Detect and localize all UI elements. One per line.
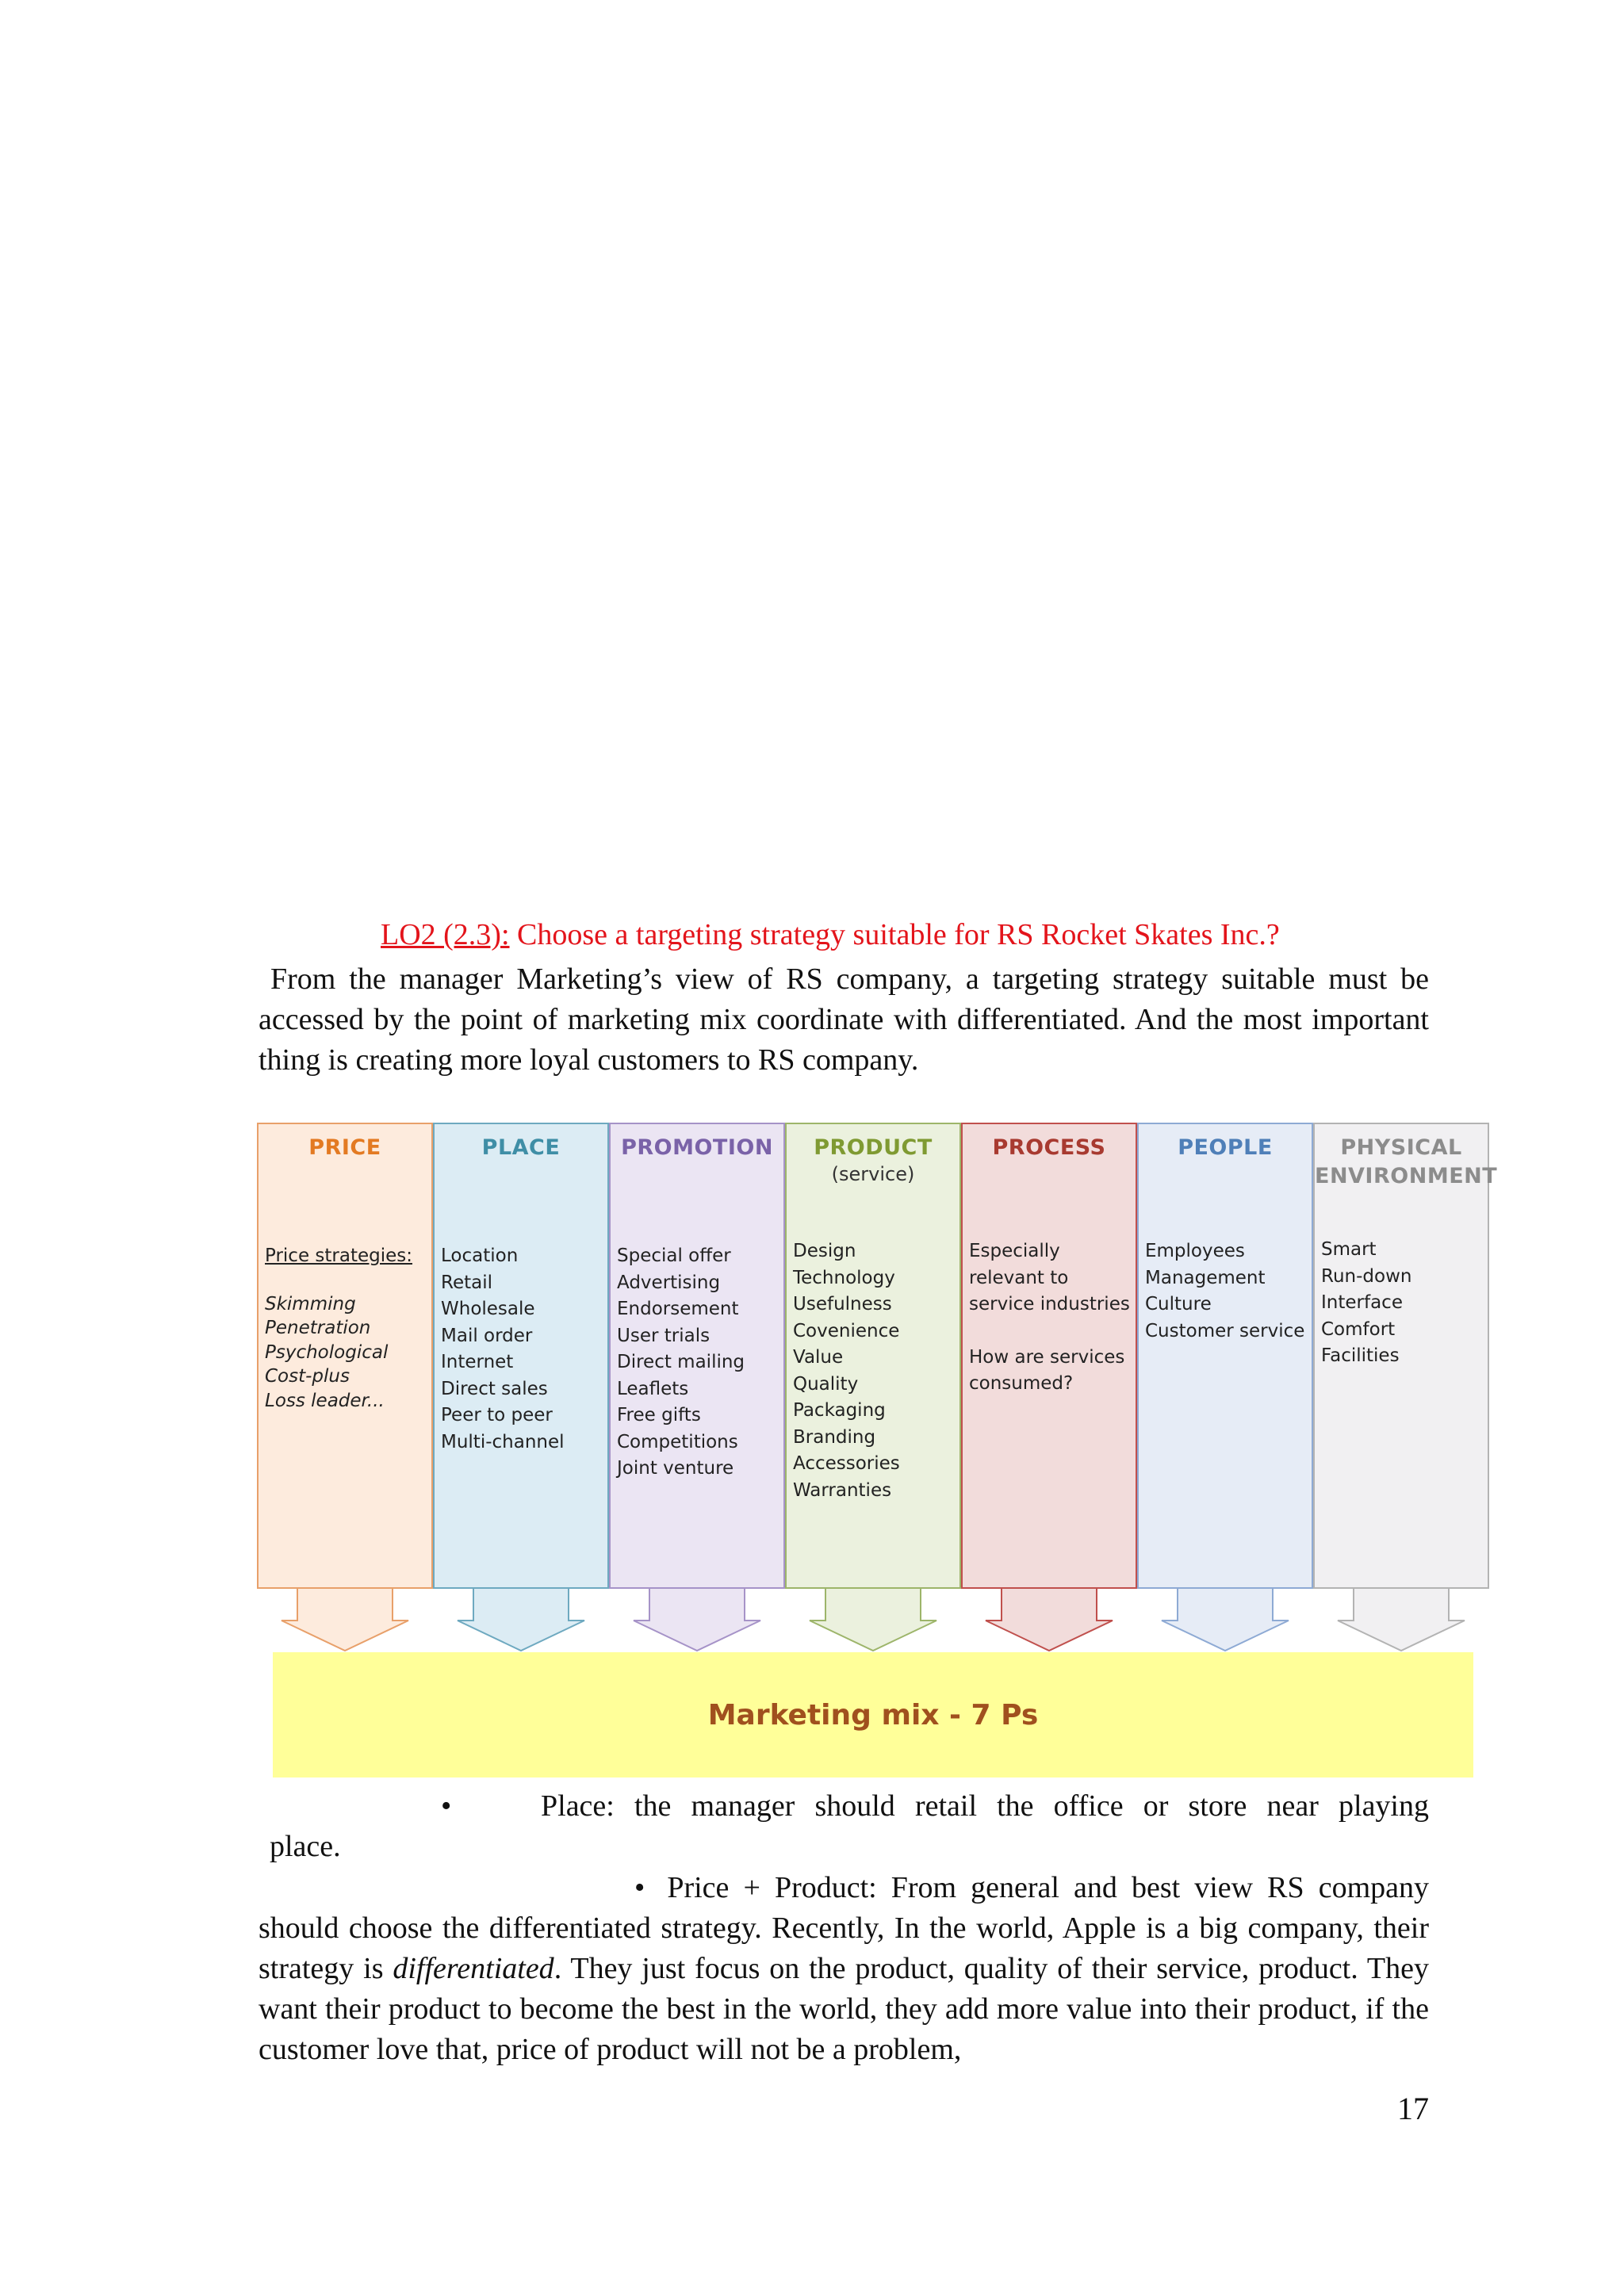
mix-column-title: PEOPLE [1178, 1135, 1273, 1160]
down-arrow-icon [810, 1589, 936, 1651]
mix-column-place [433, 1123, 609, 1589]
mix-column-item: Interface [1321, 1292, 1403, 1313]
mix-column-item: Direct mailing [617, 1352, 745, 1372]
mix-column-item: Joint venture [617, 1458, 734, 1479]
mix-column-items [265, 1243, 428, 1413]
mix-column-item: Special offer [617, 1246, 731, 1266]
mix-column-items [969, 1238, 1132, 1398]
mix-column-item: Competitions [617, 1431, 738, 1452]
mix-column-item: Covenience [793, 1320, 900, 1341]
mix-column-item: service industries [969, 1294, 1130, 1314]
mix-column-title: PRICE [308, 1135, 381, 1160]
mix-column-item: Technology [793, 1267, 895, 1288]
down-arrow-icon [634, 1589, 760, 1651]
mix-column-items [793, 1238, 956, 1504]
mix-column-item: Customer service [1145, 1320, 1305, 1341]
bullet-price-product [259, 1868, 1429, 2070]
mix-column-item: Penetration [265, 1318, 371, 1338]
mix-column-item: Multi-channel [441, 1431, 565, 1452]
lo-label: LO2 (2.3): [381, 918, 510, 951]
mix-column-item: Cost-plus [265, 1366, 350, 1387]
mix-column-item: Internet [441, 1352, 514, 1372]
mix-column-items [1321, 1237, 1484, 1370]
bullet-place-continuation: place. [270, 1830, 341, 1863]
marketing-mix-label: Marketing mix - 7 Ps [707, 1699, 1039, 1732]
mix-column-item: Especially [969, 1241, 1060, 1261]
bullet-icon: • [441, 1789, 452, 1823]
mix-column-item: Value [793, 1347, 844, 1368]
mix-column-item: Branding [793, 1426, 876, 1448]
down-arrow-icon [458, 1589, 584, 1651]
mix-column-item: Free gifts [617, 1405, 701, 1425]
mix-column-item: Culture [1145, 1294, 1212, 1314]
mix-column-physical-environment [1313, 1123, 1498, 1589]
price-strategies-header: Price strategies: [265, 1246, 413, 1266]
marketing-mix-box [273, 1652, 1473, 1777]
mix-column-price [257, 1123, 433, 1589]
down-arrow-icon [1162, 1589, 1289, 1651]
mix-column-item: Skimming [265, 1293, 356, 1314]
mix-column-items [1145, 1238, 1308, 1345]
mix-column-item: Management [1145, 1267, 1266, 1288]
mix-column-item: Leaflets [617, 1378, 689, 1399]
mix-column-subtitle: (service) [831, 1163, 915, 1185]
intro-paragraph: From the manager Marketing’s view of RS company, a targeting strategy suitable must be accessed by the point of marketing mix coordinate with differentiated. And the most important thing is creating more loyal customers to RS company. [259, 962, 1429, 1077]
mix-column-item: Design [793, 1241, 856, 1261]
down-arrow-icon [1338, 1589, 1465, 1651]
mix-column-product [785, 1123, 961, 1589]
mix-column-people [1137, 1123, 1313, 1589]
heading-text: Choose a targeting strategy suitable for RS Rocket Skates Inc.? [509, 918, 1280, 951]
mix-column-item: Direct sales [441, 1378, 548, 1399]
mix-column-item: Retail [441, 1272, 492, 1293]
mix-column-item: How are services [969, 1346, 1125, 1368]
page-number: 17 [1397, 2091, 1429, 2126]
mix-column-item: Advertising [617, 1272, 721, 1293]
mix-column-item: Warranties [793, 1479, 892, 1501]
mix-column-item: Facilities [1321, 1345, 1400, 1366]
bullet-price-product-text-a: Price + Product: From general and best view RS company should choose the differentiated strategy. Recently, In the world, Apple is a big company, their strategy is [259, 1871, 1429, 1985]
mix-column-items [441, 1243, 604, 1456]
mix-column-item: Psychological [265, 1341, 389, 1363]
mix-column-item: Employees [1145, 1241, 1245, 1261]
bullet-price-product-text-b: . They just focus on the product, quality of their service, product. They want their product to become the best in the world, they add more value into their product, if the customer love that, price of product will not be a problem, [259, 1952, 1429, 2066]
mix-column-item: Run-down [1321, 1265, 1412, 1287]
bullet-icon: • [634, 1871, 645, 1904]
mix-column-item: Loss leader... [265, 1390, 385, 1411]
section-heading [381, 916, 1280, 953]
mix-column-item: Location [441, 1246, 519, 1266]
marketing-mix-diagram [257, 1123, 1498, 1781]
mix-column-item: relevant to [969, 1267, 1069, 1288]
mix-column-title: PHYSICAL ENVIRONMENT [1315, 1135, 1498, 1188]
down-arrow-icon [986, 1589, 1113, 1651]
mix-column-item: Wholesale [441, 1299, 535, 1319]
down-arrow-icon [282, 1589, 408, 1651]
mix-column-item: consumed? [969, 1373, 1074, 1394]
mix-column-item: Packaging [793, 1400, 886, 1421]
mix-column-item: Usefulness [793, 1294, 892, 1314]
mix-column-title: PROMOTION [621, 1135, 773, 1160]
mix-column-item: Comfort [1321, 1318, 1396, 1340]
mix-column-promotion [609, 1123, 785, 1589]
mix-column-item: User trials [617, 1325, 710, 1346]
bullet-emphasis: differentiated [393, 1952, 554, 1985]
bullet-place-text: Place: the manager should retail the office or store near playing [541, 1789, 1429, 1823]
mix-column-title: PROCESS [992, 1135, 1106, 1160]
mix-column-item: Mail order [441, 1325, 533, 1346]
mix-column-item: Quality [793, 1373, 859, 1395]
mix-column-item: Endorsement [617, 1299, 739, 1319]
mix-column-item: Smart [1321, 1239, 1377, 1260]
mix-column-item: Peer to peer [441, 1405, 553, 1425]
mix-column-items [617, 1243, 780, 1483]
mix-column-title: PRODUCT [814, 1135, 933, 1160]
mix-column-title: PLACE [481, 1135, 561, 1160]
mix-column-process [961, 1123, 1137, 1589]
mix-column-item [969, 1318, 1132, 1345]
mix-column-item: Accessories [793, 1453, 900, 1474]
